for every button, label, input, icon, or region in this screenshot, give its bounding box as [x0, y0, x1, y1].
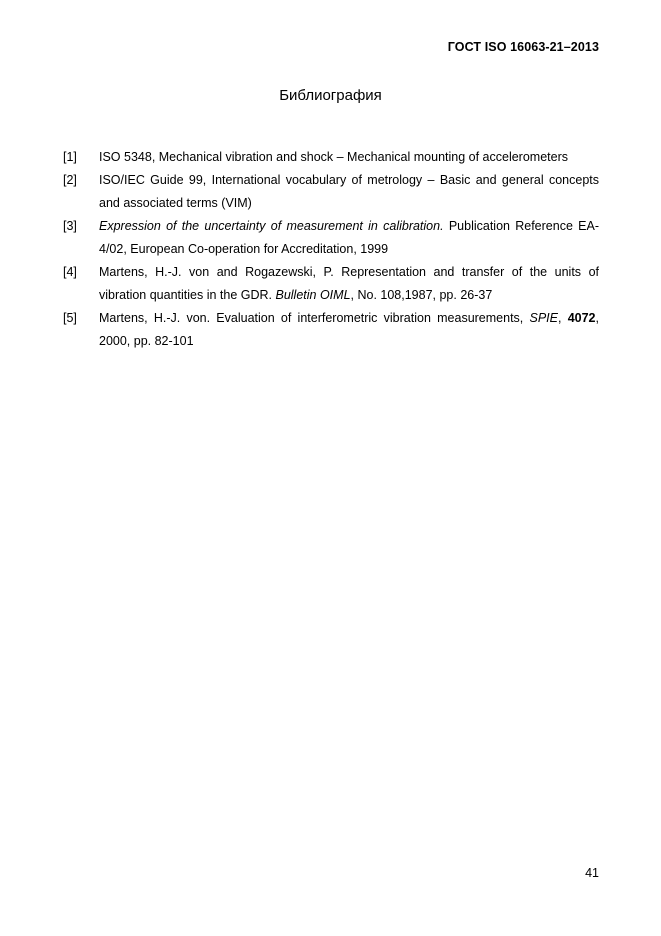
reference-list — [63, 146, 599, 353]
reference-text: Publication Reference EA-4/02, European Co-operation for Accreditation, 1999 — [99, 219, 599, 256]
reference-item — [63, 169, 599, 215]
document-header: ГОСТ ISO 16063-21–2013 — [447, 40, 599, 54]
reference-number: [4] — [63, 265, 77, 279]
reference-text: ISO/IEC Guide 99, International vocabulary of metrology – Basic and general concepts and associated terms (VIM) — [99, 173, 599, 210]
reference-text: Martens, H.-J. von and Rogazewski, P. Representation and transfer of the units of vibration quantities in the GDR. — [99, 265, 599, 302]
reference-journal-italic: Bulletin OIML — [275, 288, 351, 302]
reference-item — [63, 215, 599, 261]
reference-number: [2] — [63, 173, 77, 187]
reference-text-tail: , No. 108,1987, pp. 26-37 — [350, 288, 493, 302]
reference-text: ISO 5348, Mechanical vibration and shock – Mechanical mounting of accelerometers — [99, 150, 569, 164]
reference-text-mid: , — [558, 311, 568, 325]
page-number: 41 — [585, 866, 599, 880]
reference-volume-bold: 4072 — [567, 311, 596, 325]
reference-number: [1] — [63, 150, 77, 164]
reference-item — [63, 146, 599, 169]
bibliography-title: Библиография — [279, 87, 382, 104]
reference-item — [63, 307, 599, 353]
reference-text-tail: , 2000, pp. 82-101 — [99, 311, 599, 348]
reference-number: [5] — [63, 311, 77, 325]
reference-text: Martens, H.-J. von. Evaluation of interferometric vibration measurements, — [99, 311, 530, 325]
reference-number: [3] — [63, 219, 77, 233]
reference-item — [63, 261, 599, 307]
reference-title-italic: Expression of the uncertainty of measurement in calibration. — [99, 219, 444, 233]
reference-journal-italic: SPIE — [529, 311, 558, 325]
